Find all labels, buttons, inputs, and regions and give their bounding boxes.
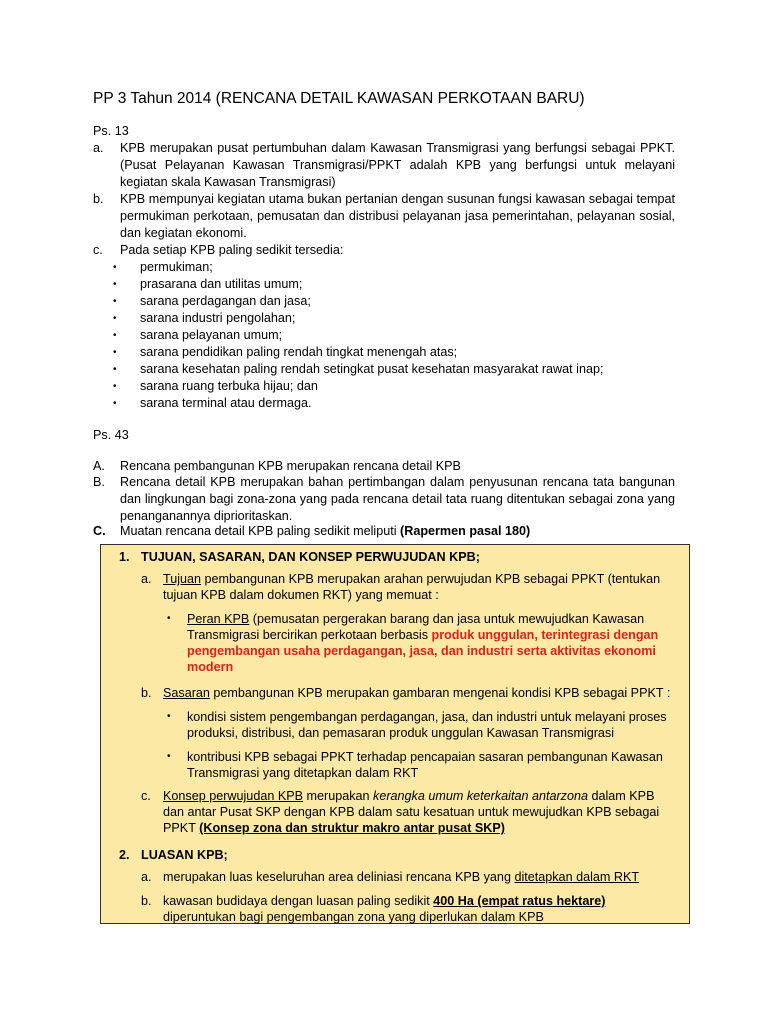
list-item: • sarana ruang terbuka hijau; dan xyxy=(93,378,675,395)
tujuan-item xyxy=(141,571,673,603)
item-marker: b. xyxy=(93,192,104,206)
ps13-item-c xyxy=(93,242,675,259)
list-item: • sarana kesehatan paling rendah setingkat pusat kesehatan masyarakat rawat inap; xyxy=(93,361,675,378)
bullet-icon: • xyxy=(113,296,117,307)
bullet-icon: • xyxy=(113,398,117,409)
konsep-note: (Konsep zona dan struktur makro antar pusat SKP) xyxy=(199,821,505,835)
section-2-heading: 2. LUASAN KPB; xyxy=(119,848,228,862)
bullet-icon: • xyxy=(167,711,171,722)
bullet-icon: • xyxy=(113,262,117,273)
bullet-icon: • xyxy=(113,347,117,358)
list-item: • sarana terminal atau dermaga. xyxy=(93,395,675,412)
ps43-item-C xyxy=(93,523,675,540)
item-marker: a. xyxy=(93,141,104,155)
ps43-item-A xyxy=(93,458,675,475)
item-marker: A. xyxy=(93,459,105,473)
konsep-item: c. Konsep perwujudan KPB merupakan kerangka umum keterkaitan antarzona dalam KPB dan antar Pusat SKP dengan KPB dalam satu kesatuan untuk mewujudkan KPB sebagai PPKT (Konsep zona dan struktur makro antar pusat SKP) xyxy=(141,789,660,835)
document-title: PP 3 Tahun 2014 (RENCANA DETAIL KAWASAN PERKOTAAN BARU) xyxy=(93,90,585,107)
item-text: Rencana pembangunan KPB merupakan rencana detail KPB xyxy=(120,459,461,473)
bullet-icon: • xyxy=(113,330,117,341)
highlight-text: produk unggulan, terintegrasi dengan pengembangan usaha perdagangan, jasa, dan industri serta aktivitas ekonomi modern xyxy=(187,628,659,674)
list-item: • sarana perdagangan dan jasa; xyxy=(93,293,675,310)
list-item: • permukiman; xyxy=(93,259,675,276)
bullet-icon: • xyxy=(167,613,171,624)
bullet-icon: • xyxy=(167,751,171,762)
item-marker: c. xyxy=(141,789,151,803)
content-box xyxy=(100,544,690,924)
rapermen-reference: (Rapermen pasal 180) xyxy=(400,524,531,538)
sasaran-label: Sasaran xyxy=(163,686,210,700)
luasan-item-a: a. merupakan luas keseluruhan area deliniasi rencana KPB yang ditetapkan dalam RKT xyxy=(141,870,640,884)
bullet-icon: • xyxy=(113,313,117,324)
sasaran-bullet-1: • kondisi sistem pengembangan perdagangan, jasa, dan industri untuk melayani proses produksi, distribusi, dan pemasaran produk unggulan Kawasan Transmigrasi xyxy=(167,710,667,740)
list-item: • sarana pendidikan paling rendah tingkat menengah atas; xyxy=(93,344,675,361)
list-item: • prasarana dan utilitas umum; xyxy=(93,276,675,293)
item-marker: b. xyxy=(141,686,152,700)
item-text: Pada setiap KPB paling sedikit tersedia: xyxy=(120,243,344,257)
item-text: KPB mempunyai kegiatan utama bukan pertanian dengan susunan fungsi kawasan sebagai tempat permukiman perkotaan, pemusatan dan distribusi pelayanan jasa pemerintahan, pelayanan sosial, dan kegiatan ekonomi. xyxy=(120,192,675,240)
item-text: Muatan rencana detail KPB paling sedikit meliputi xyxy=(120,524,397,538)
bullet-icon: • xyxy=(113,279,117,290)
peran-kpb-item: • Peran KPB (pemusatan pergerakan barang dan jasa untuk mewujudkan Kawasan Transmigrasi bercirikan perkotaan berbasis produk unggulan, terintegrasi dengan pengembangan usaha perdagangan, jasa, dan industri serta aktivitas ekonomi modern xyxy=(167,612,659,674)
tujuan-label: Tujuan xyxy=(163,572,202,586)
ps13-item-a xyxy=(93,140,675,191)
luasan-item-b: b. kawasan budidaya dengan luasan paling sedikit 400 Ha (empat ratus hektare) diperuntukan bagi pengembangan zona yang diperlukan dalam KPB xyxy=(141,894,606,924)
sasaran-item: b. Sasaran pembangunan KPB merupakan gambaran mengenai kondisi KPB sebagai PPKT : xyxy=(141,686,671,700)
ps43-item-B xyxy=(93,474,675,525)
ps43-heading: Ps. 43 xyxy=(93,428,129,442)
item-marker: b. xyxy=(141,894,152,908)
item-marker: B. xyxy=(93,475,105,489)
ps13-item-b xyxy=(93,191,675,242)
peran-label: Peran KPB xyxy=(187,612,250,626)
konsep-label: Konsep perwujudan KPB xyxy=(163,789,304,803)
item-text: Rencana detail KPB merupakan bahan pertimbangan dalam penyusunan rencana tata bangunan dan lingkungan bagi zona-zona yang pada rencana detail tata ruang ditentukan sebagai zona yang penanganannya diprioritaskan. xyxy=(120,475,675,523)
list-item: • sarana industri pengolahan; xyxy=(93,310,675,327)
tujuan-text: pembangunan KPB merupakan arahan perwujudan KPB sebagai PPKT (tentukan tujuan KPB dalam dokumen RKT) yang memuat : xyxy=(163,572,661,602)
bullet-icon: • xyxy=(113,364,117,375)
list-item: • sarana pelayanan umum; xyxy=(93,327,675,344)
item-marker: a. xyxy=(141,870,152,884)
item-marker: C. xyxy=(93,524,106,538)
item-text: KPB merupakan pusat pertumbuhan dalam Kawasan Transmigrasi yang berfungsi sebagai PPKT. (Pusat Pelayanan Kawasan Transmigrasi/PPKT adalah KPB yang berfungsi untuk melayani kegiatan skala Kawasan Transmigrasi) xyxy=(120,141,675,189)
item-marker: c. xyxy=(93,243,103,257)
ps13-heading: Ps. 13 xyxy=(93,124,129,138)
section-1-heading: 1. TUJUAN, SASARAN, DAN KONSEP PERWUJUDAN KPB; xyxy=(119,550,480,564)
item-marker: a. xyxy=(141,572,152,586)
facility-bullet-list xyxy=(93,259,675,412)
bullet-icon: • xyxy=(113,381,117,392)
sasaran-bullet-2: • kontribusi KPB sebagai PPKT terhadap pencapaian sasaran pembangunan Kawasan Transmigrasi yang ditetapkan dalam RKT xyxy=(167,750,663,780)
